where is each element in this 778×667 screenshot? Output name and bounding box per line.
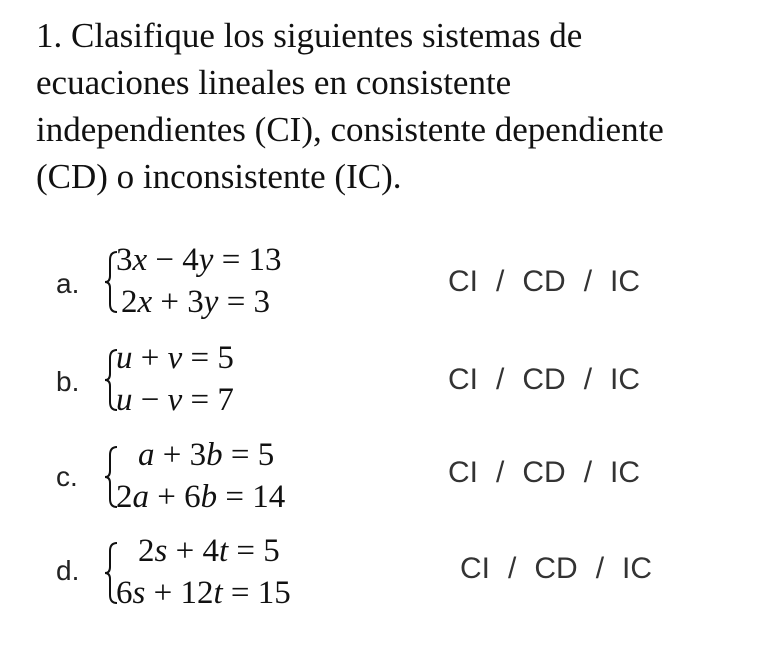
equation-variable: a xyxy=(138,437,155,473)
option-cd[interactable]: CD xyxy=(522,265,566,298)
item-label: c. xyxy=(56,461,78,492)
system-item-c xyxy=(0,431,778,523)
equation-term: − 4 xyxy=(147,242,199,278)
option-cd[interactable]: CD xyxy=(522,363,566,396)
option-separator: / xyxy=(508,552,517,585)
question-line-4: (CD) o inconsistente (IC). xyxy=(36,157,402,196)
option-ci[interactable]: CI xyxy=(460,552,490,585)
option-ic[interactable]: IC xyxy=(610,456,641,489)
classification-options xyxy=(444,266,644,298)
equation-term: 2 xyxy=(138,533,155,569)
equation-variable: t xyxy=(218,533,229,569)
option-separator: / xyxy=(496,456,505,489)
option-ci[interactable]: CI xyxy=(448,456,478,489)
question-line-3: independientes (CI), consistente dependiente xyxy=(36,110,664,149)
equation-variable: a xyxy=(132,479,149,515)
equation-term: + 12 xyxy=(145,575,214,611)
equation-variable: b xyxy=(206,437,223,473)
equation-variable: v xyxy=(167,340,183,376)
option-ic[interactable]: IC xyxy=(610,265,641,298)
equation-term: + 4 xyxy=(167,533,219,569)
equation-variable: v xyxy=(167,382,183,418)
equation-2 xyxy=(116,479,285,515)
option-separator: / xyxy=(496,363,505,396)
equation-2 xyxy=(116,575,291,611)
classification-options xyxy=(444,457,644,489)
equation-1 xyxy=(138,533,280,569)
equation-variable: y xyxy=(198,242,214,278)
equation-term: 2 xyxy=(121,284,138,320)
equation-variable: t xyxy=(213,575,223,611)
option-ic[interactable]: IC xyxy=(610,363,641,396)
equation-term: = 15 xyxy=(222,575,291,611)
equation-term: = 5 xyxy=(228,533,280,569)
equation-variable: x xyxy=(132,242,148,278)
equation-1 xyxy=(138,437,274,473)
equation-variable: b xyxy=(200,479,218,515)
equation-term: = 14 xyxy=(217,479,286,515)
option-cd[interactable]: CD xyxy=(534,552,578,585)
equation-term: + 3 xyxy=(152,284,204,320)
equation-1 xyxy=(116,242,282,278)
system-item-b xyxy=(0,334,778,426)
equation-term: + xyxy=(132,340,168,376)
item-label: b. xyxy=(56,366,80,397)
equation-2 xyxy=(116,382,234,418)
option-cd[interactable]: CD xyxy=(522,456,566,489)
system-item-d xyxy=(0,527,778,619)
classification-options xyxy=(456,553,656,585)
equation-1 xyxy=(116,340,234,376)
equation-2 xyxy=(121,284,270,320)
equation-term: − xyxy=(132,382,168,418)
equation-term: + 3 xyxy=(154,437,207,473)
equation-variable: s xyxy=(154,533,168,569)
equation-variable: u xyxy=(116,340,133,376)
equation-term: = 13 xyxy=(213,242,282,278)
equation-variable: s xyxy=(132,575,146,611)
equation-variable: u xyxy=(116,382,133,418)
equation-term: = 5 xyxy=(222,437,275,473)
option-ci[interactable]: CI xyxy=(448,265,478,298)
equation-term: 2 xyxy=(116,479,133,515)
system-item-a xyxy=(0,236,778,328)
option-separator: / xyxy=(595,552,605,585)
equation-term: 6 xyxy=(116,575,133,611)
equation-term: = 5 xyxy=(182,340,234,376)
option-ic[interactable]: IC xyxy=(622,552,653,585)
equation-variable: x xyxy=(137,284,153,320)
item-label: a. xyxy=(56,268,80,299)
equation-term: 3 xyxy=(116,242,133,278)
option-separator: / xyxy=(583,363,593,396)
question-line-1: 1. Clasifique los siguientes sistemas de xyxy=(36,16,583,55)
option-separator: / xyxy=(583,265,593,298)
option-separator: / xyxy=(583,456,593,489)
equation-variable: y xyxy=(203,284,219,320)
classification-options xyxy=(444,364,644,396)
option-separator: / xyxy=(496,265,505,298)
item-label: d. xyxy=(56,555,80,586)
question-text xyxy=(36,12,756,200)
equation-term: + 6 xyxy=(149,479,201,515)
option-ci[interactable]: CI xyxy=(448,363,478,396)
equation-term: = 7 xyxy=(182,382,234,418)
question-line-2: ecuaciones lineales en consistente xyxy=(36,63,512,102)
equation-term: = 3 xyxy=(218,284,271,320)
